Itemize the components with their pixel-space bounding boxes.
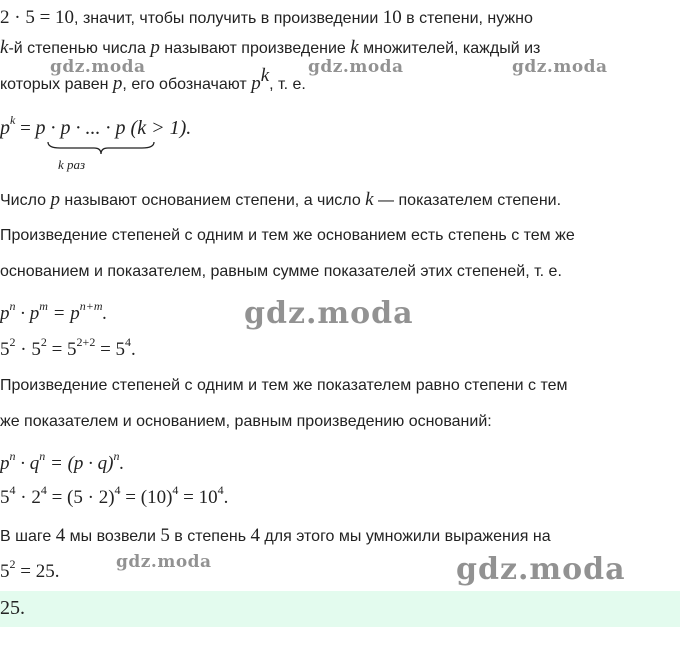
watermark-logo: gdz.moda: [244, 296, 414, 331]
watermark-logo: gdz.moda: [50, 57, 146, 77]
exponent: 4: [9, 482, 16, 497]
watermark-logo: gdz.moda: [456, 552, 626, 587]
math: · 5: [15, 339, 41, 360]
exponent: k: [10, 113, 16, 128]
text: называют основанием степени, а число: [59, 192, 366, 209]
math: (k > 1).: [125, 117, 192, 139]
math: = p: [47, 303, 80, 324]
exponent: 4: [217, 482, 224, 497]
text: , т. е.: [269, 76, 306, 93]
step-explanation: [0, 526, 551, 547]
math-inline: 2 · 5 = 10: [0, 7, 75, 28]
math-inline: k: [350, 37, 359, 58]
watermark-logo: gdz.moda: [512, 57, 608, 77]
math: .: [131, 339, 136, 360]
text: которых равен: [0, 76, 113, 93]
underbrace-label: k раз: [58, 157, 86, 172]
intro-line-2: [0, 38, 540, 59]
math: = 25.: [15, 561, 60, 582]
text: множителей, каждый из: [358, 40, 541, 57]
exponent: n: [9, 298, 16, 313]
math: .: [223, 487, 229, 508]
power-definition-formula: [0, 113, 192, 139]
math-inline: p: [50, 189, 60, 210]
definition-base-exponent: [0, 190, 561, 211]
exponent: 2+2: [76, 334, 96, 349]
rule-same-exponent-line-1: Произведение степеней с одним и тем же показателем равно степени с тем: [0, 377, 568, 394]
rule-same-exponent-line-2: же показателем и основанием, равным произведению оснований:: [0, 413, 492, 430]
underbrace-icon: [46, 140, 156, 156]
math-inline: p: [251, 73, 261, 94]
exponent: n: [39, 448, 46, 463]
math: p: [0, 117, 10, 139]
math-inline: 10: [382, 7, 402, 28]
math: p: [0, 453, 10, 474]
math-inline: 4: [250, 525, 260, 546]
math: = (5 · 2): [46, 487, 115, 508]
math: = 10: [178, 487, 218, 508]
math-inline: p: [112, 73, 123, 94]
exponent: n: [113, 448, 120, 463]
text: называют произведение: [159, 40, 351, 57]
watermark-logo: gdz.moda: [116, 552, 212, 572]
math-inline: 4: [55, 525, 66, 546]
text: мы возвели: [65, 528, 161, 545]
math-inline: k: [0, 37, 9, 58]
math: = (10): [120, 487, 173, 508]
text: , его обозначают: [122, 76, 252, 93]
exponent: 4: [172, 482, 179, 497]
text: В шаге: [0, 528, 56, 545]
exponent: 2: [40, 334, 47, 349]
math: = 5: [95, 339, 126, 360]
math: = 5: [46, 339, 77, 360]
math: .: [119, 453, 125, 474]
math-product: p · p · ... · p: [35, 117, 126, 139]
math: · 2: [15, 487, 41, 508]
step-result-formula: [0, 556, 60, 582]
math: 5: [0, 339, 10, 360]
exponent: m: [39, 298, 48, 313]
formula-same-base: [0, 298, 108, 324]
math: 5: [0, 561, 10, 582]
exponent: 2: [9, 556, 16, 571]
exponent: 4: [40, 482, 47, 497]
exponent: n+m: [79, 298, 103, 313]
text: в степень: [169, 528, 251, 545]
math: .: [102, 303, 108, 324]
math-inline: 5: [160, 525, 170, 546]
exponent: 2: [9, 334, 16, 349]
math: = (p · q): [45, 453, 114, 474]
rule-same-base-line-2: основанием и показателем, равным сумме показателей этих степеней, т. е.: [0, 263, 562, 280]
text: — показателем степени.: [373, 192, 562, 209]
text: для этого мы умножили выражения на: [259, 528, 551, 545]
text: в степени, нужно: [401, 10, 533, 27]
math-inline: k: [365, 189, 374, 210]
math: · q: [15, 453, 40, 474]
watermark-logo: gdz.moda: [308, 57, 404, 77]
text: , значит, чтобы получить в произведении: [74, 10, 383, 27]
answer-box: [0, 591, 680, 627]
exponent: 4: [114, 482, 121, 497]
formula-same-exponent: [0, 448, 125, 474]
math: · p: [15, 303, 40, 324]
example-same-base: [0, 334, 136, 360]
example-same-exponent: [0, 482, 229, 508]
math: =: [15, 118, 36, 139]
math-inline: p: [150, 37, 160, 58]
intro-line-1: [0, 8, 533, 29]
text: -й степенью числа: [8, 40, 151, 57]
answer-value: 25.: [0, 597, 25, 619]
text: Число: [0, 192, 51, 209]
exponent: 4: [125, 334, 132, 349]
rule-same-base-line-1: Произведение степеней с одним и тем же основанием есть степень с тем же: [0, 227, 575, 244]
exponent: k: [260, 64, 270, 86]
math: 5: [0, 487, 10, 508]
math: p: [0, 303, 10, 324]
exponent: n: [9, 448, 16, 463]
